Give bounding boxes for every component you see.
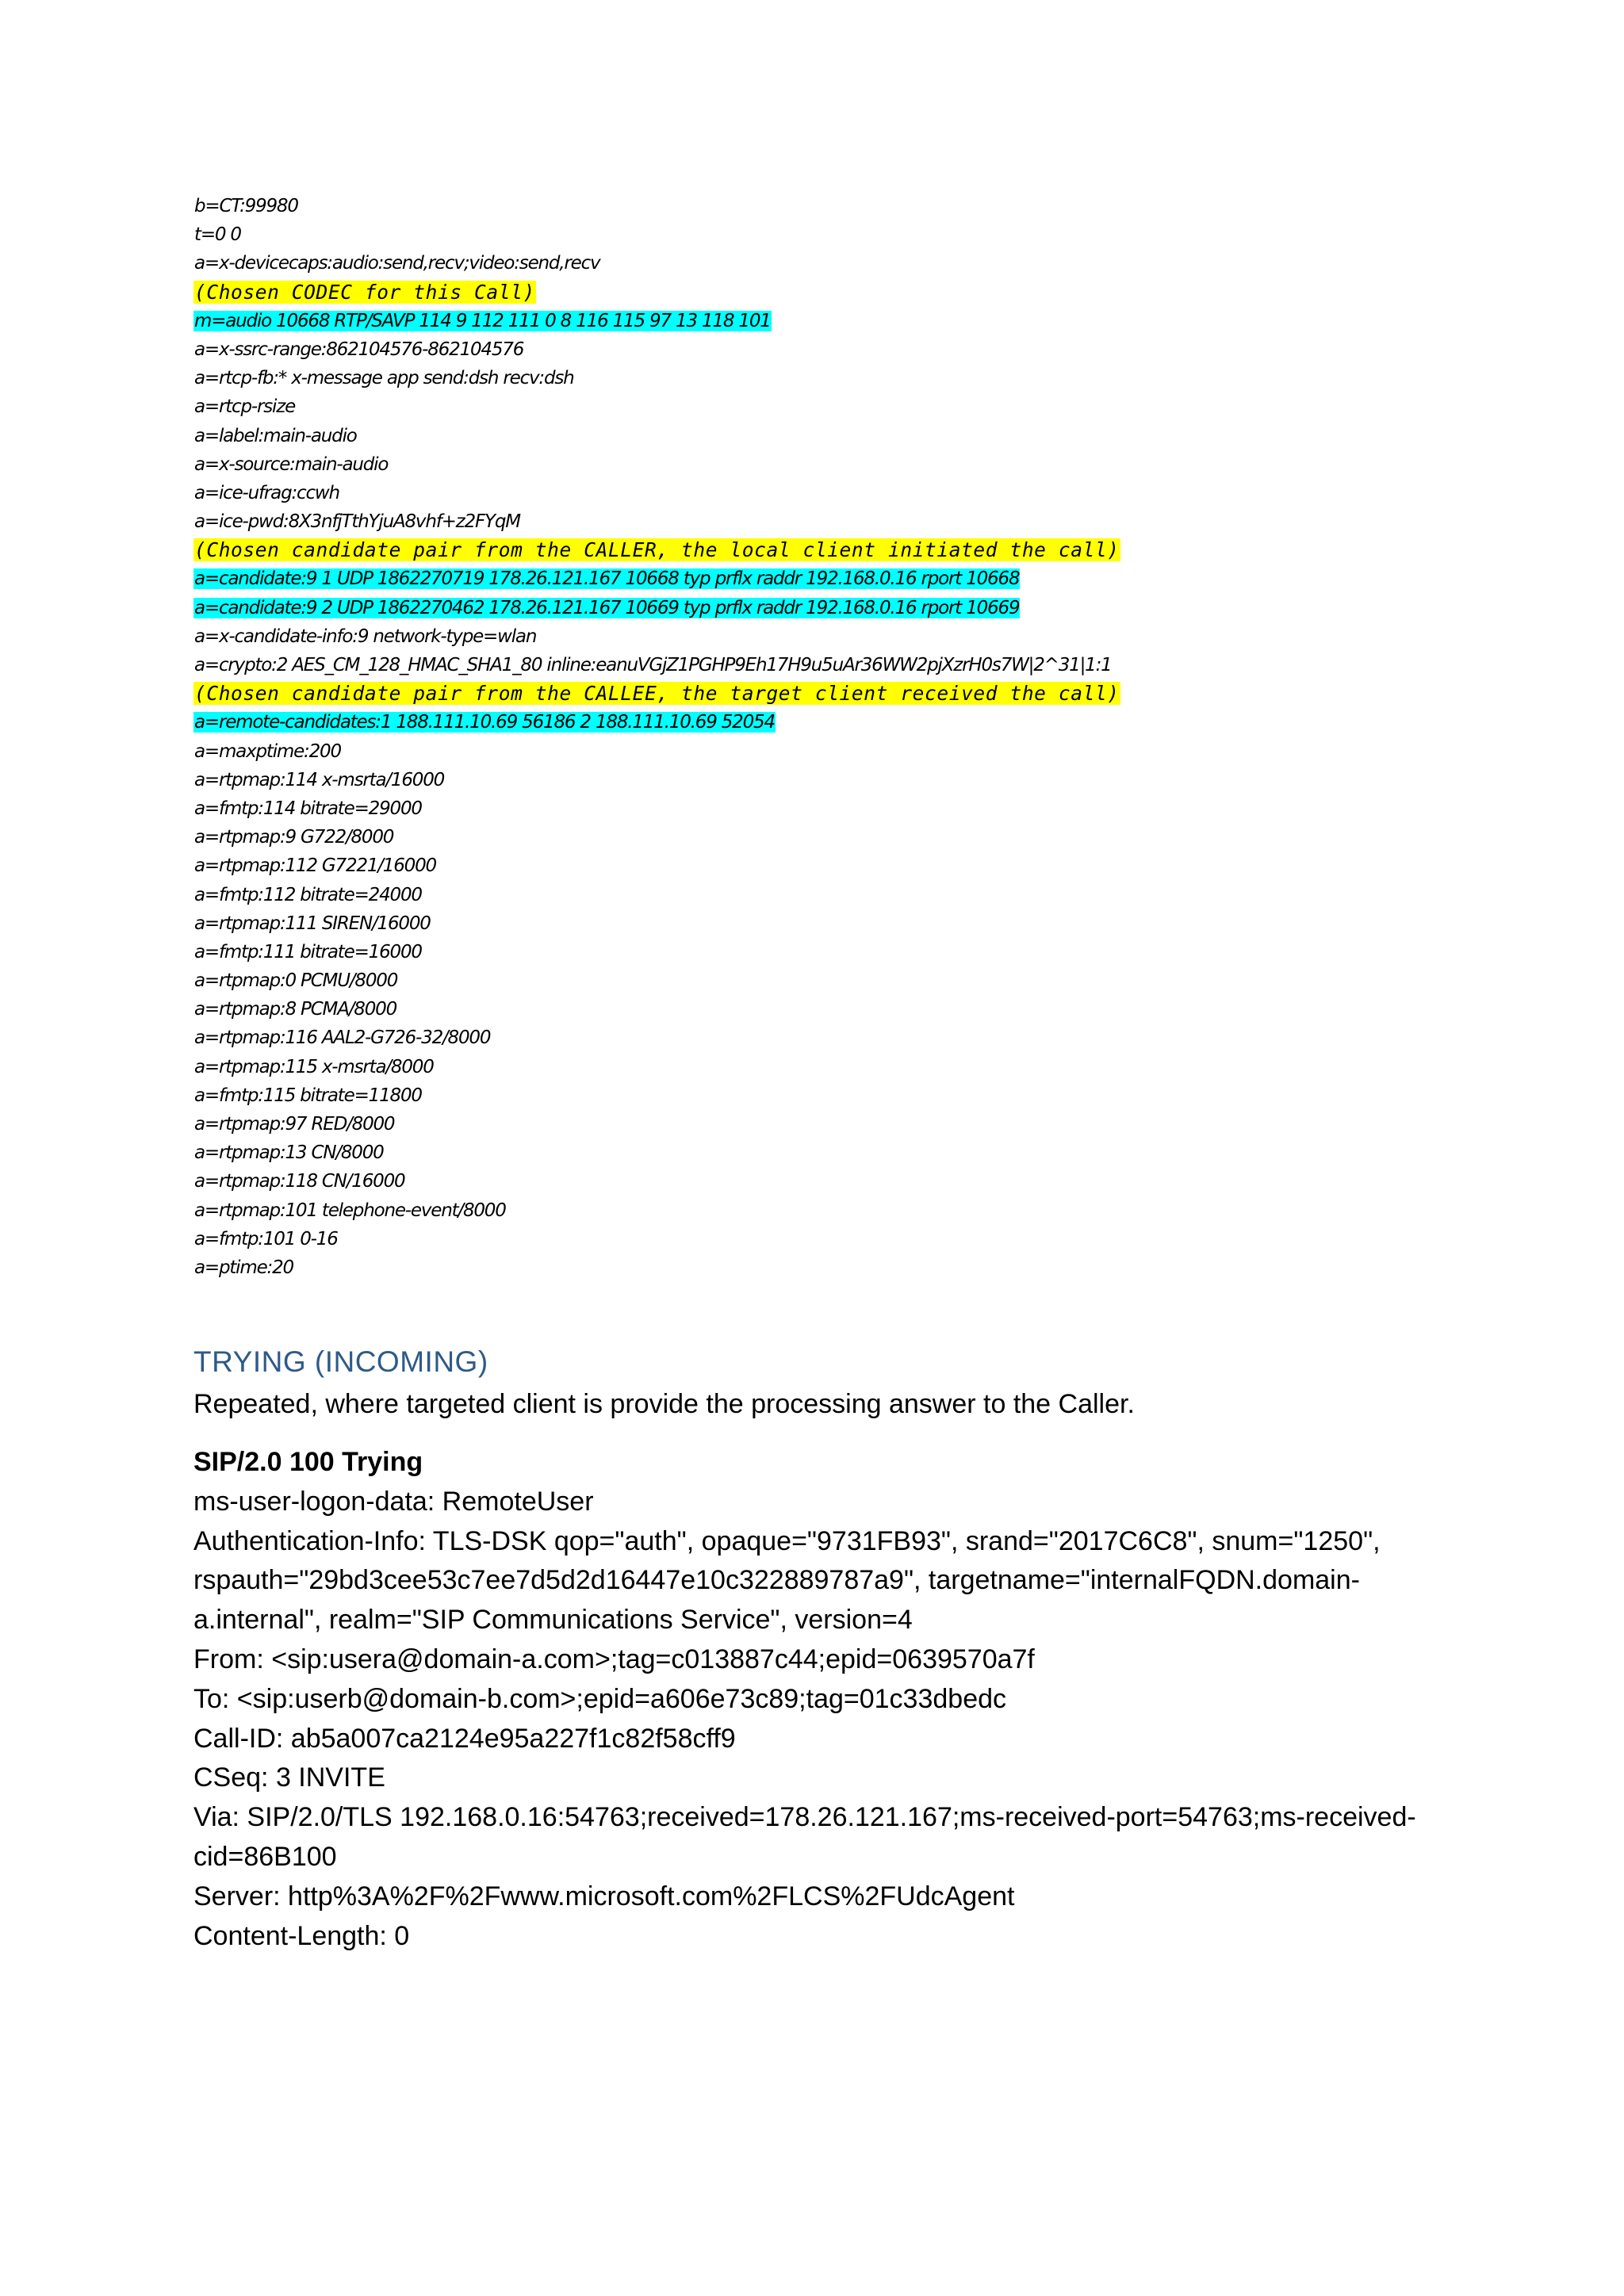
sdp-line-text: a=candidate:9 1 UDP 1862270719 178.26.121.167 10668 typ prflx raddr 192.168.0.16 rport 10668 <box>194 568 1020 590</box>
sdp-line-text: a=rtpmap:118 CN/16000 <box>194 1171 405 1192</box>
sdp-line <box>193 909 1542 938</box>
sdp-line-text: (Chosen candidate pair from the CALLEE, the target client received the call) <box>194 682 1120 706</box>
sdp-line <box>193 1196 1542 1225</box>
sdp-line-text: m=audio 10668 RTP/SAVP 114 9 112 111 0 8 116 115 97 13 118 101 <box>194 310 771 331</box>
sdp-line-text: a=rtpmap:9 G722/8000 <box>194 827 394 848</box>
sdp-line <box>193 851 1542 880</box>
sdp-line-text: a=x-source:main-audio <box>194 453 389 475</box>
sdp-line <box>193 422 1542 450</box>
sdp-line <box>193 1081 1542 1110</box>
sdp-line <box>193 564 1542 593</box>
sdp-line <box>193 450 1542 479</box>
sip-header-line: CSeq: 3 INVITE <box>193 1762 385 1793</box>
sdp-body <box>193 192 1542 1282</box>
sdp-line-text: a=fmtp:112 bitrate=24000 <box>194 884 422 905</box>
sdp-line-text: a=rtpmap:101 telephone-event/8000 <box>194 1200 506 1221</box>
sdp-line <box>193 1138 1542 1167</box>
sdp-line <box>193 823 1542 851</box>
section-heading: TRYING (INCOMING) <box>193 1345 488 1378</box>
sdp-line-text: b=CT:99980 <box>194 196 298 216</box>
sdp-line-text: a=label:main-audio <box>194 425 357 446</box>
sdp-line <box>193 938 1542 966</box>
sdp-line-text: a=rtpmap:8 PCMA/8000 <box>194 999 397 1020</box>
sip-header-line: Authentication-Info: TLS-DSK qop="auth", opaque="9731FB93", srand="2017C6C8", snum="1250", <box>193 1525 1381 1556</box>
sdp-line <box>193 766 1542 794</box>
sdp-line-text: a=x-candidate-info:9 network-type=wlan <box>194 626 537 647</box>
sdp-line-text: a=maxptime:200 <box>194 740 341 762</box>
sdp-line <box>193 249 1542 277</box>
sip-header-line: To: <sip:userb@domain-b.com>;epid=a606e73c89;tag=01c33dbedc <box>193 1683 1007 1714</box>
sdp-line-text: a=remote-candidates:1 188.111.10.69 56186 2 188.111.10.69 52054 <box>194 712 775 733</box>
sdp-line <box>193 364 1542 392</box>
sdp-line-text: a=ice-ufrag:ccwh <box>194 482 339 503</box>
sdp-line-text: a=rtpmap:111 SIREN/16000 <box>194 913 431 934</box>
sip-header-line: rspauth="29bd3cee53c7ee7d5d2d16447e10c322889787a9", targetname="internalFQDN.domain- <box>193 1565 1360 1596</box>
sip-header-line: Call-ID: ab5a007ca2124e95a227f1c82f58cff9 <box>193 1723 736 1754</box>
sip-headers <box>193 1483 1446 1957</box>
sdp-line <box>193 1225 1542 1253</box>
sdp-line <box>193 220 1542 249</box>
section-intro: Repeated, where targeted client is provide the processing answer to the Caller. <box>193 1389 1135 1419</box>
sdp-line <box>193 307 1542 335</box>
sdp-line <box>193 192 1542 220</box>
sip-header-line: a.internal", realm="SIP Communications Service", version=4 <box>193 1605 913 1636</box>
sdp-line-text: a=rtpmap:97 RED/8000 <box>194 1114 395 1135</box>
sip-header-line: ms-user-logon-data: RemoteUser <box>193 1486 594 1517</box>
sdp-line-text: a=rtpmap:115 x-msrta/8000 <box>194 1056 434 1077</box>
sdp-line-text: a=rtcp-rsize <box>194 396 296 418</box>
sdp-line-text: a=crypto:2 AES_CM_128_HMAC_SHA1_80 inline:eanuVGjZ1PGHP9Eh17H9u5uAr36WW2pjXzrH0s7W|2^31|1:1 <box>194 655 1112 675</box>
sdp-line-text: a=rtpmap:13 CN/8000 <box>194 1142 384 1164</box>
sdp-line <box>193 1053 1542 1081</box>
sdp-line <box>193 737 1542 766</box>
sdp-line-text: a=fmtp:111 bitrate=16000 <box>194 941 422 962</box>
sdp-line-text: a=fmtp:101 0-16 <box>194 1228 338 1249</box>
sdp-line <box>193 651 1542 679</box>
sdp-line <box>193 1110 1542 1138</box>
sdp-line-text: a=rtpmap:116 AAL2-G726-32/8000 <box>194 1027 491 1049</box>
sip-header-line: Server: http%3A%2F%2Fwww.microsoft.com%2FLCS%2FUdcAgent <box>193 1881 1015 1911</box>
sdp-line <box>193 622 1542 651</box>
sdp-line <box>193 794 1542 823</box>
sip-status-line: SIP/2.0 100 Trying <box>193 1447 423 1477</box>
sdp-line <box>193 1024 1542 1052</box>
sdp-line-text: a=fmtp:115 bitrate=11800 <box>194 1085 422 1106</box>
sdp-line <box>193 995 1542 1024</box>
sdp-line-text: a=rtpmap:112 G7221/16000 <box>194 855 436 877</box>
sip-header-line: cid=86B100 <box>193 1841 337 1872</box>
annotation-line <box>193 679 1542 708</box>
sdp-line-text: a=candidate:9 2 UDP 1862270462 178.26.121.167 10669 typ prflx raddr 192.168.0.16 rport 10669 <box>194 597 1020 618</box>
sdp-line <box>193 1167 1542 1196</box>
sdp-line-text: a=rtcp-fb:* x-message app send:dsh recv:dsh <box>194 368 574 389</box>
sip-header-line: Via: SIP/2.0/TLS 192.168.0.16:54763;received=178.26.121.167;ms-received-port=54763;ms-received- <box>193 1802 1416 1833</box>
sdp-line <box>193 392 1542 421</box>
sdp-line-text: (Chosen CODEC for this Call) <box>194 280 535 304</box>
sip-message <box>193 1443 1446 1956</box>
sdp-line-text: a=ice-pwd:8X3nfjTthYjuA8vhf+z2FYqM <box>194 511 520 533</box>
sdp-line <box>193 335 1542 364</box>
sdp-line <box>193 708 1542 737</box>
sdp-line-text: a=x-devicecaps:audio:send,recv;video:send,recv <box>194 253 600 274</box>
sdp-line <box>193 881 1542 909</box>
sdp-line <box>193 1253 1542 1282</box>
sdp-line <box>193 479 1542 507</box>
sip-header-line: From: <sip:usera@domain-a.com>;tag=c013887c44;epid=0639570a7f <box>193 1644 1035 1674</box>
sdp-line <box>193 594 1542 622</box>
sdp-line-text: t=0 0 <box>194 224 241 246</box>
sdp-line <box>193 507 1542 536</box>
sdp-line-text: (Chosen candidate pair from the CALLER, the local client initiated the call) <box>194 538 1120 562</box>
sdp-line-text: a=x-ssrc-range:862104576-862104576 <box>194 339 524 360</box>
sdp-line-text: a=fmtp:114 bitrate=29000 <box>194 798 422 819</box>
sdp-line-text: a=ptime:20 <box>194 1257 293 1278</box>
sdp-line-text: a=rtpmap:0 PCMU/8000 <box>194 970 398 992</box>
sdp-line <box>193 966 1542 995</box>
sdp-line-text: a=rtpmap:114 x-msrta/16000 <box>194 769 445 790</box>
annotation-line <box>193 536 1542 564</box>
sip-header-line: Content-Length: 0 <box>193 1920 410 1951</box>
annotation-line <box>193 278 1542 307</box>
